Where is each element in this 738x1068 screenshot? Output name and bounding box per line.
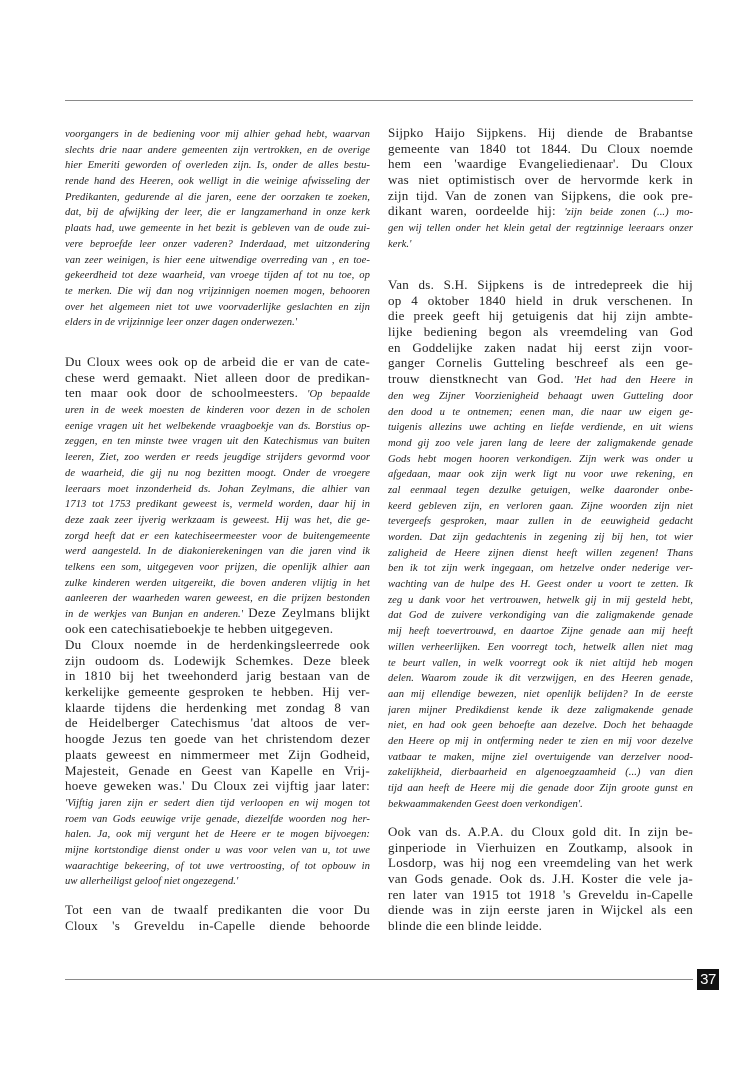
body-text: hem een 'waardige Evangeliedienaar'. Du Cloux: [388, 156, 693, 172]
text-line: [65, 385, 370, 401]
text-line: [388, 235, 693, 251]
quoted-italic-text: mond gij zoo vele jaren lang de leere der zaligmakende genade: [388, 437, 693, 449]
text-line: [65, 298, 370, 314]
quoted-italic-text: de waarheid, die gij nu nog bezitten moogt. Onder de vroegere: [65, 467, 370, 479]
body-text: zijn oudoom ds. Lodewijk Schemkes. Deze bleek: [65, 652, 370, 668]
text-line: [65, 763, 370, 779]
text-line: [388, 308, 693, 324]
text-line: [65, 511, 370, 527]
quoted-italic-text: Gods hebt mogen hooren verkondigen. Zijn werk was onder u: [388, 453, 693, 465]
text-line: [65, 188, 370, 204]
quoted-italic-text: zaligheid de Heere zijnen dienst heeft willen zegenen! Thans: [388, 547, 693, 559]
text-line: [388, 125, 693, 141]
text-line: [65, 495, 370, 511]
body-text: Du Cloux wees ook op de arbeid die er van de cate-: [65, 354, 370, 369]
body-text: lijke bediening begon als vreemdeling van God: [388, 324, 693, 340]
text-line: [388, 188, 693, 204]
quoted-italic-text: zal eenmaal tegen dezulke getuigen, welke daaronder onbe-: [388, 484, 693, 496]
quoted-italic-text: voorgangers in de bediening voor mij alhier gehad hebt, waarvan: [65, 129, 370, 140]
quoted-italic-text: tevergeefs gesproken, maar zullen in de eeuwigheid gedacht: [388, 516, 693, 528]
quoted-italic-text: zulke kinderen werden uitgereikt, die boven anderen vlijtig in het: [65, 577, 370, 589]
text-line: [388, 638, 693, 654]
body-text: hoogde Jezus ten goede van het christendom dezer: [65, 731, 370, 747]
text-line: [388, 293, 693, 309]
text-line: [388, 732, 693, 748]
body-text: hoeve geweken was.' Du Cloux zei vijftig jaar later:: [65, 778, 370, 794]
body-text: ganger Cornelis Gutteling beschreef als een ge-: [388, 355, 693, 371]
text-line: [65, 203, 370, 219]
quoted-italic-text: den Heere op mij in ontferming neder te zien en mij voor dezelve: [388, 735, 693, 747]
quoted-italic-text: tijd aan heeft de Heere mij die genade door Zijn groote gunst en: [388, 783, 693, 794]
text-line: [65, 778, 370, 794]
paragraph: [65, 125, 370, 329]
text-line: [388, 606, 693, 622]
text-line: [388, 840, 693, 856]
quoted-italic-text: in de werkjes van Bunjan en anderen.': [65, 609, 249, 620]
text-line: [65, 527, 370, 543]
quoted-italic-text: dat, bij de afwijking der leer, die er langzamerhand in onze kerk: [65, 207, 370, 219]
quoted-italic-text: afgedaan, maar ook zijn werk ligt nu voor uwe rekening, en: [388, 469, 693, 481]
quoted-italic-text: te beurt vallen, in welk voorregt ook ik niet altijd heb mogen: [388, 657, 693, 669]
paragraph: [388, 125, 693, 251]
quoted-italic-text: uren in de week moesten de kinderen voor dezen in de scholen: [65, 405, 370, 417]
quoted-italic-text: mij heeft toevertrouwd, en daartoe Zijne genade aan mij heeft: [388, 626, 693, 638]
text-line: [65, 313, 370, 329]
text-line: [65, 401, 370, 417]
text-line: [65, 841, 370, 857]
paragraph: [65, 354, 370, 636]
quoted-italic-text: gekeerdheid tot deze waarheid, van vroege tijden af tot nu toe, op: [65, 270, 370, 282]
body-text: van Gods genade. Ook ds. J.H. Koster die vele ja-: [388, 871, 693, 887]
text-line: [65, 141, 370, 157]
quoted-italic-text: plaats had, uwe gemeente in het bezit is gebleven van de oude zui-: [65, 223, 370, 235]
body-text: dikant waren, oordeelde hij:: [388, 203, 565, 219]
quoted-italic-text: zakelijkheid, dierbaarheid en algenoegzaamheid (...) van dien: [388, 767, 693, 779]
body-text: Du Cloux noemde in de herdenkingsleerrede ook: [65, 637, 370, 652]
quoted-italic-text: tuigenis allezins uwe achting en liefde verdiende, en uit wiens: [388, 422, 693, 434]
body-text: Tot een van de twaalf predikanten die voor Du: [65, 902, 370, 917]
text-line: [65, 605, 370, 621]
text-line: [388, 887, 693, 903]
quoted-italic-text: 'Vijftig jaren zijn er sedert dien tijd verloopen en wij mogen tot: [65, 797, 370, 809]
quoted-italic-text: wachting van de hulpe des H. Geest onder u voort te zetten. Ik: [388, 579, 693, 591]
text-line: [65, 902, 370, 918]
quoted-italic-text: halen. Ja, ook mij vergunt het de Heere er te mogen bijvoegen:: [65, 829, 370, 841]
bottom-rule: [65, 979, 693, 980]
text-line: [65, 432, 370, 448]
quoted-italic-text: hier Emeriti geworden of overleden zijn. Is, onder de alles bestu-: [65, 160, 370, 172]
quoted-italic-text: 'Het had den Heere in: [573, 375, 693, 387]
text-line: [65, 684, 370, 700]
text-line: [65, 621, 370, 637]
text-line: [388, 622, 693, 638]
quoted-italic-text: mijne kortstondige dienst onder u was voor velen van u, tot uwe: [65, 844, 370, 856]
quoted-italic-text: aan mij ellendige bewezen, niet openlijk belijden? In de eerste: [388, 688, 693, 700]
text-line: [65, 589, 370, 605]
text-line: [388, 575, 693, 591]
text-line: [65, 125, 370, 141]
text-line: [65, 715, 370, 731]
text-line: [65, 731, 370, 747]
body-text: en Goddelijke zaken nadat hij eerst zijn voor-: [388, 339, 693, 355]
text-line: [388, 418, 693, 434]
text-line: [388, 403, 693, 419]
text-line: [65, 464, 370, 480]
quoted-italic-text: dat God de zuivere verkondiging van die zaligmakende genade: [388, 610, 693, 622]
body-text: Cloux 's Greveldu in-Capelle diende behoorde: [65, 917, 370, 933]
text-line: [388, 871, 693, 887]
body-text: op 4 oktober 1840 hield in druk verschenen. In: [388, 292, 693, 308]
body-text: trouw dienstknecht van God.: [388, 371, 574, 387]
quoted-italic-text: 'zijn beide zonen (...) mo-: [564, 207, 693, 219]
text-line: [388, 277, 693, 293]
text-line: [65, 747, 370, 763]
body-text: diende was in zijn eerste jaren in Wijckel als een: [388, 902, 693, 918]
text-line: [65, 370, 370, 386]
text-line: [65, 700, 370, 716]
quoted-italic-text: leeraars moet inzonderheid ds. Johan Zeylmans, die alhier van: [65, 483, 370, 495]
quoted-italic-text: den weg Zijner Voorzienigheid behaagt uwen Gutteling door: [388, 390, 693, 402]
text-line: [388, 450, 693, 466]
quoted-italic-text: gen wij tellen onder het klein getal der regtzinnige leeraars onzer: [388, 223, 693, 235]
quoted-italic-text: vere beproefde leer onzer vaderen? Inderdaad, met uitzondering: [65, 238, 370, 250]
body-text: Deze Zeylmans blijkt: [248, 605, 370, 620]
quoted-italic-text: delen. Waarom zoude ik dit verzwijgen, en des Heeren genade,: [388, 673, 693, 685]
text-line: [65, 637, 370, 653]
body-text: kerkelijke gemeente gesproken te hebben. Hij ver-: [65, 684, 370, 700]
quoted-italic-text: leeren, Ziet, zoo werden er reeds jeugdige strijders gevormd voor: [65, 452, 370, 464]
text-line: [65, 794, 370, 810]
quoted-italic-text: jaren mijner Predikdienst kende ik deze zaligmakende genade: [388, 704, 693, 716]
body-text: blinde die een blinde leidde.: [388, 918, 543, 934]
quoted-italic-text: keerd gebleven zijn, en verloren gaan. Zijne woorden zijn niet: [388, 500, 693, 512]
text-line: [65, 653, 370, 669]
body-text: in 1810 bij het tweehonderd jarig bestaan van de: [65, 668, 370, 684]
text-line: [65, 219, 370, 235]
quoted-italic-text: elders in de vrijzinnige leer onzer dagen onderwezen.': [65, 317, 298, 329]
text-line: [65, 825, 370, 841]
text-line: [388, 219, 693, 235]
quoted-italic-text: slechts drie naar andere gemeenten zijn vertrokken, en de overige: [65, 144, 370, 156]
text-line: [65, 354, 370, 370]
quoted-italic-text: waarachtige bekeering, of tot uwe vertroosting, of tot opbouw in: [65, 860, 370, 872]
text-line: [388, 387, 693, 403]
text-line: [65, 251, 370, 267]
text-line: [65, 156, 370, 172]
text-line: [388, 434, 693, 450]
quoted-italic-text: van zeer weinigen, is hier eene uitwendige overreding van , en toe-: [65, 254, 370, 266]
text-line: [388, 465, 693, 481]
text-line: [65, 542, 370, 558]
quoted-italic-text: werd aangesteld. In de diakonierekeningen van die jaren vind ik: [65, 546, 370, 558]
quoted-italic-text: rende hand des Heeren, ook welligt in die weinige afwisseling der: [65, 176, 370, 188]
text-line: [388, 544, 693, 560]
text-line: [65, 558, 370, 574]
quoted-italic-text: deze zaak zeer ijverig werkzaam is geweest. Hij was het, die ge-: [65, 514, 370, 526]
body-text: Sijpko Haijo Sijpkens. Hij diende de Brabantse: [388, 125, 693, 140]
text-line: [388, 748, 693, 764]
text-line: [65, 574, 370, 590]
body-text: plaats geweest en nimmermeer met Zijn Godheid,: [65, 746, 370, 762]
text-line: [388, 701, 693, 717]
quoted-italic-text: kerk.': [388, 238, 412, 250]
text-line: [65, 918, 370, 934]
quoted-italic-text: ben ik tot zijn werk ingegaan, om hetzelve onder nederige ver-: [388, 563, 693, 575]
quoted-italic-text: telkens een som, uitgegeven voor prijzen, die openlijk alhier aan: [65, 561, 370, 573]
text-line: [388, 528, 693, 544]
paragraph: [388, 824, 693, 934]
text-line: [65, 417, 370, 433]
text-line: [65, 480, 370, 496]
quoted-italic-text: te merken. Die wij dan nog vrijzinnigen noemen mogen, behooren: [65, 285, 370, 297]
body-text: ren later van 1915 tot 1918 's Greveldu in-Capelle: [388, 886, 693, 902]
quoted-italic-text: uw allerheiligst geloof niet ongezegend.': [65, 876, 239, 888]
body-text: chese werd gemaakt. Niet alleen door de predikan-: [65, 369, 370, 385]
quoted-italic-text: bekwaammakenden Geest doen verkondigen'.: [388, 798, 583, 810]
body-text: Ook van ds. A.P.A. du Cloux gold dit. In zijn be-: [388, 824, 693, 839]
quoted-italic-text: zorgd heeft dat er een katechiseermeester voor de buitengemeente: [65, 530, 370, 542]
body-text: die preek geeft hij getuigenis dat hij zijn ambte-: [388, 308, 693, 324]
body-text: Majesteit, Genade en Geest van Kapelle en Vrij-: [65, 762, 370, 778]
text-line: [65, 872, 370, 888]
text-line: [65, 857, 370, 873]
body-text: Van ds. S.H. Sijpkens is de intredepreek die hij: [388, 277, 693, 292]
text-line: [388, 156, 693, 172]
body-text: klaarde tijdens die herdenking met zondag 8 van: [65, 699, 370, 715]
text-line: [388, 669, 693, 685]
text-line: [65, 668, 370, 684]
text-line: [65, 266, 370, 282]
body-text: was niet optimistisch over de hervormde kerk in: [388, 172, 693, 188]
quoted-italic-text: over het algemeen niet tot uwe voorvaderlijke geslachten en zijn: [65, 301, 370, 313]
paragraph: [65, 637, 370, 888]
paragraph: [388, 277, 693, 810]
text-line: [388, 763, 693, 779]
text-line: [388, 497, 693, 513]
text-line: [388, 141, 693, 157]
text-line: [388, 203, 693, 219]
body-text: gemeente van 1840 tot 1844. Du Cloux noemde: [388, 140, 693, 156]
text-line: [65, 810, 370, 826]
quoted-italic-text: roem van Gods eeuwige vrije genade, diezelfde woorden nog her-: [65, 813, 370, 825]
text-line: [388, 918, 693, 934]
quoted-italic-text: aanleeren der waarheden waren geweest, en die prijzen bestonden: [65, 593, 370, 605]
text-line: [388, 824, 693, 840]
quoted-italic-text: den dood u te ontnemen; eenen man, die naar uw eigen ge-: [388, 406, 693, 418]
page-number: 37: [697, 969, 719, 990]
text-line: [388, 512, 693, 528]
text-line: [388, 481, 693, 497]
body-text: Losdorp, was hij nog een vreemdeling van het werk: [388, 855, 693, 871]
quoted-italic-text: willen verheerlijken. Een voorregt toch, hetwelk allen niet mag: [388, 641, 693, 653]
body-text: ginperiode in Vierhuizen en Zoutkamp, alsook in: [388, 839, 693, 855]
text-line: [388, 324, 693, 340]
quoted-italic-text: zeg u dank voor het vertrouwen, hetwelk gij in mij gesteld hebt,: [388, 594, 693, 606]
quoted-italic-text: 'Op bepaalde: [307, 389, 370, 401]
quoted-italic-text: niet, en had ook geen behoefte aan dezelve. Doch het behaagde: [388, 720, 693, 732]
text-line: [388, 779, 693, 795]
body-text: zijn tijd. Van de zonen van Sijpkens, die ook pre-: [388, 187, 693, 203]
text-line: [388, 855, 693, 871]
text-line: [388, 559, 693, 575]
text-line: [388, 902, 693, 918]
body-text: ook een catechisatieboekje te hebben uitgegeven.: [65, 620, 334, 636]
body-text: ten maar ook door de schoolmeesters.: [65, 385, 308, 401]
quoted-italic-text: vatbaar te maken, mijne ziel overtuigende van derzelver nood-: [388, 751, 693, 763]
text-line: [65, 172, 370, 188]
text-line: [65, 282, 370, 298]
text-line: [388, 716, 693, 732]
text-line: [388, 172, 693, 188]
quoted-italic-text: zeggen, en ten minste twee vragen uit den Katechismus van buiten: [65, 436, 370, 448]
text-line: [388, 685, 693, 701]
quoted-italic-text: 1713 tot 1753 predikant geweest is, vermeld worden, daar hij in: [65, 499, 370, 511]
quoted-italic-text: Predikanten, gedurende al die jaren, eene der oorzaken te zoeken,: [65, 191, 370, 203]
body-text: de Heidelberger Catechismus 'dat altoos de ver-: [65, 715, 370, 731]
text-line: [388, 371, 693, 387]
quoted-italic-text: eenige vragen uit het welbekende vraagboekje van ds. Borstius op-: [65, 420, 370, 432]
paragraph: [65, 902, 370, 933]
text-line: [388, 795, 693, 811]
text-line: [388, 654, 693, 670]
text-line: [388, 591, 693, 607]
text-line: [388, 340, 693, 356]
text-line: [65, 448, 370, 464]
top-rule: [65, 100, 693, 101]
text-line: [65, 235, 370, 251]
text-line: [388, 355, 693, 371]
quoted-italic-text: worden. Dat zijn gedachtenis in zegening zij bij hen, tot wier: [388, 532, 693, 543]
